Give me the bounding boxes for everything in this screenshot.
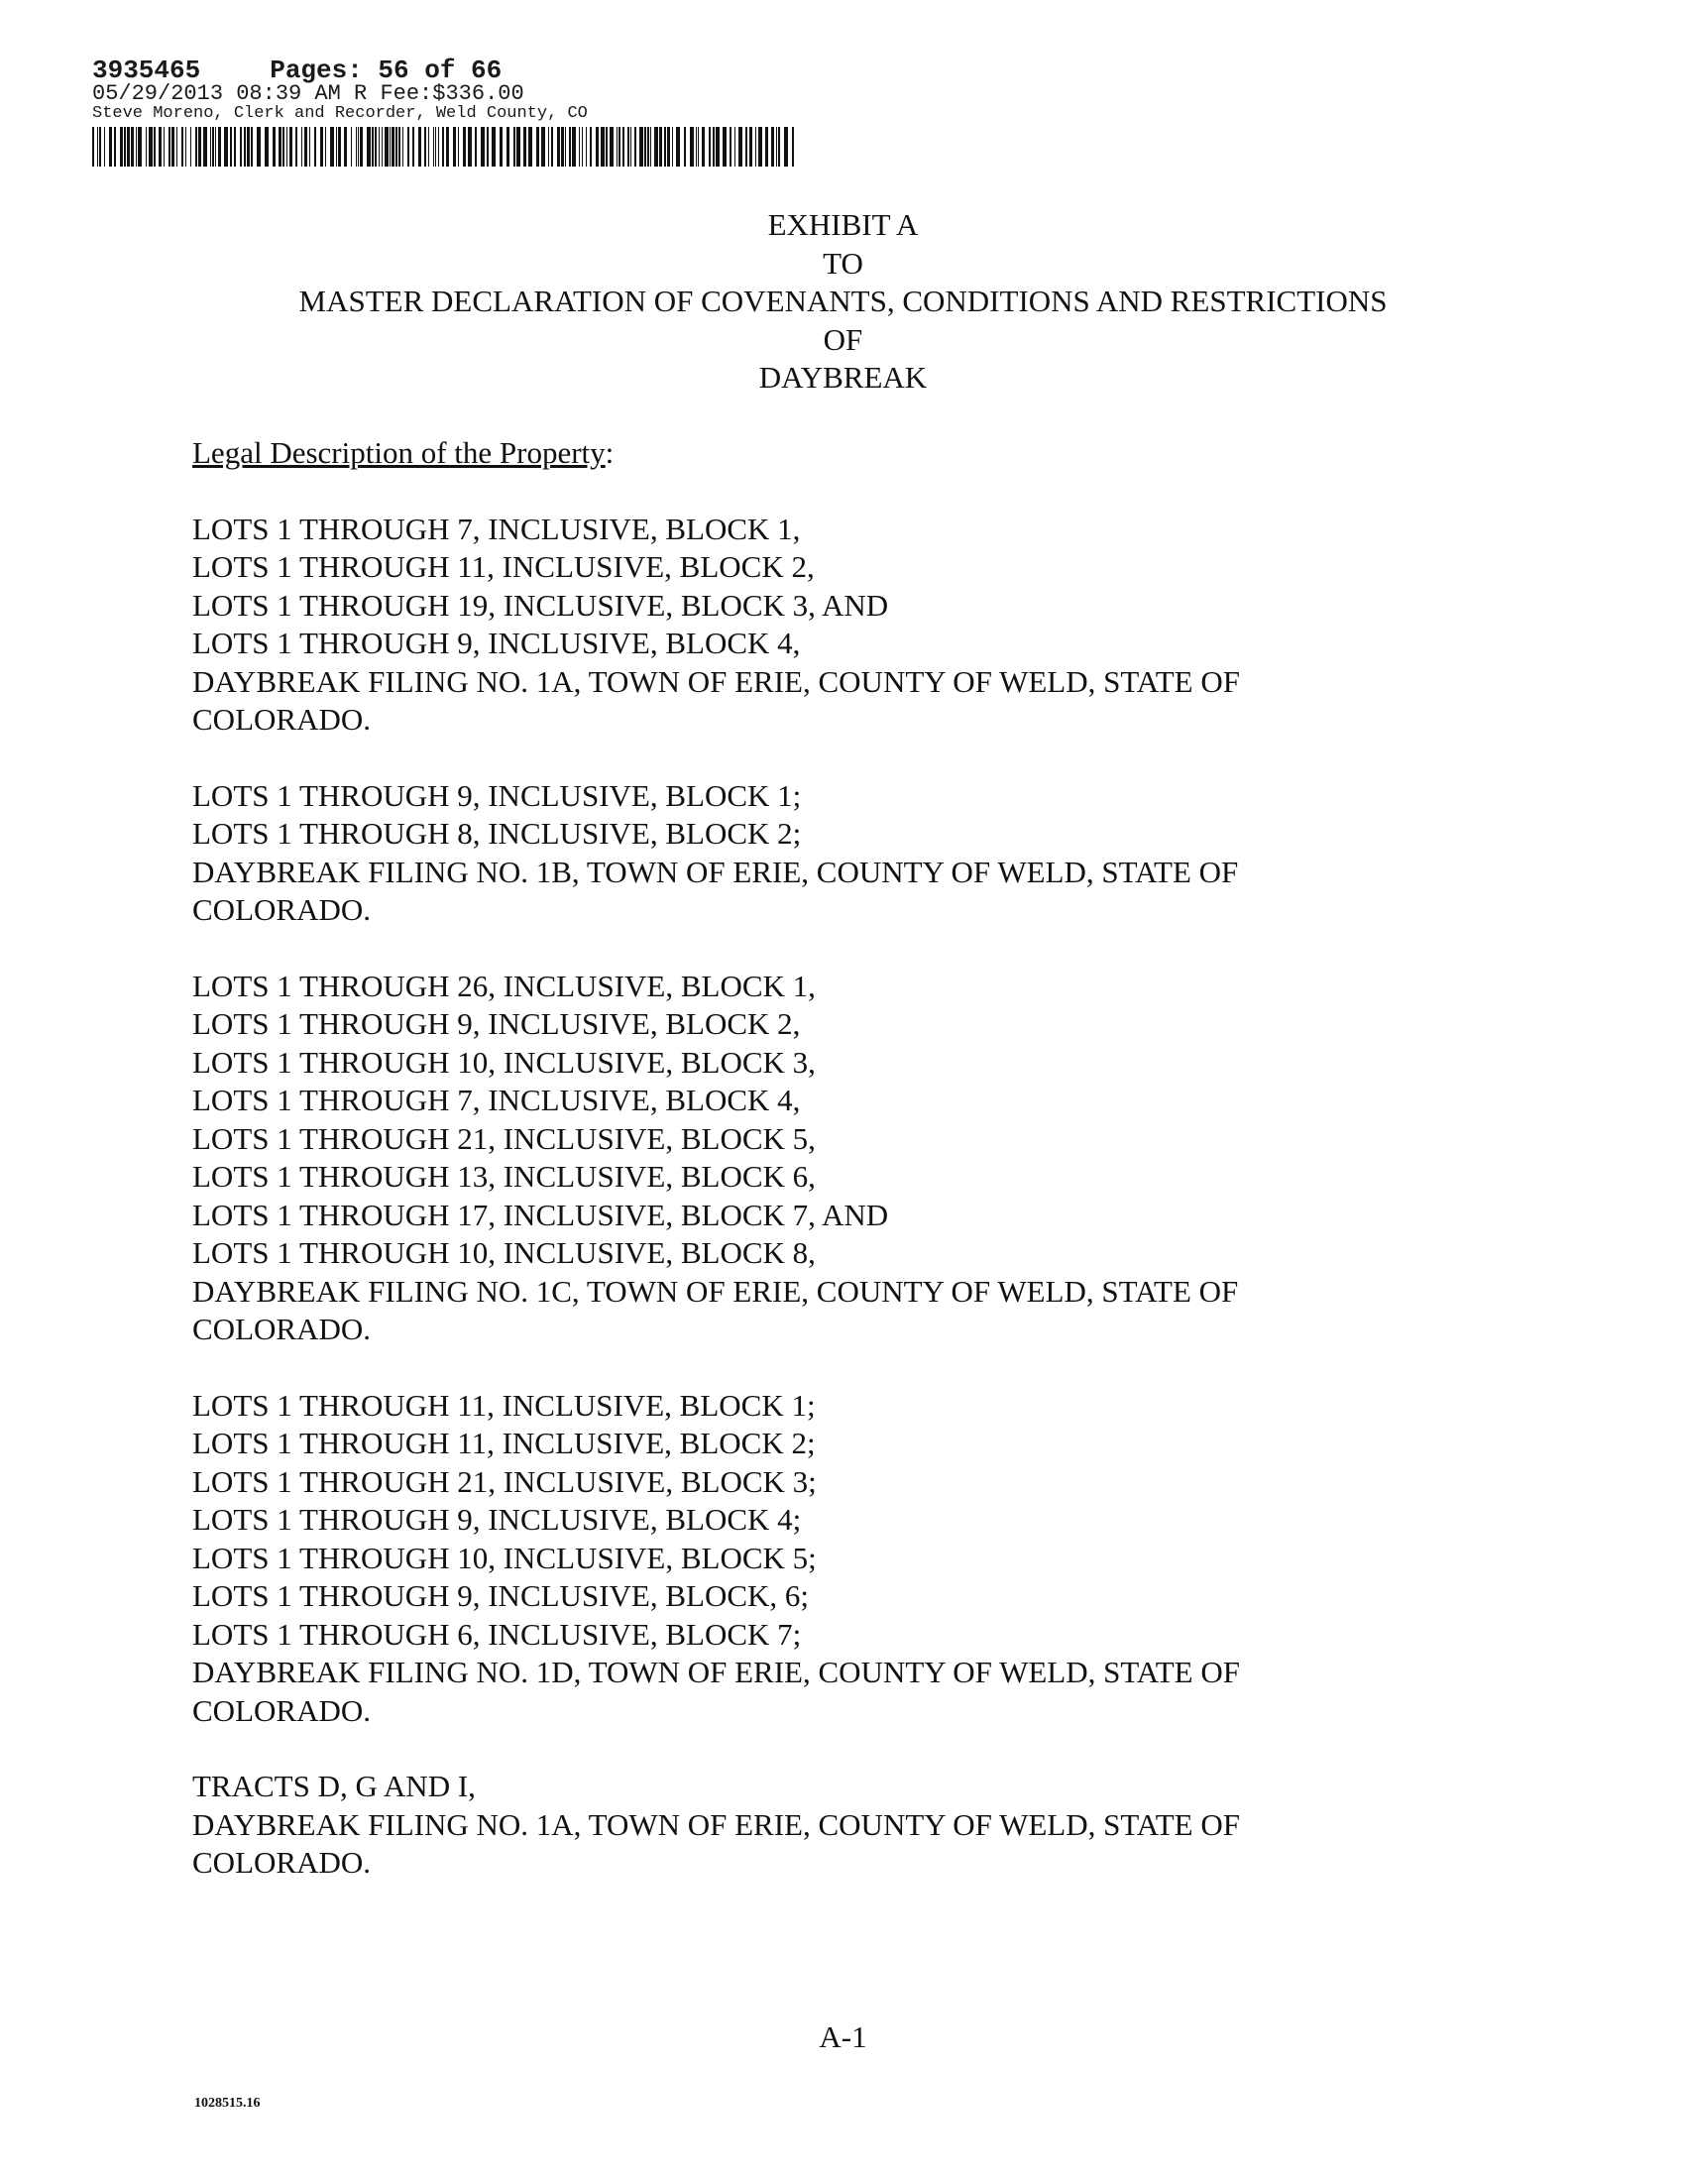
barcode-bar: [265, 127, 269, 167]
recorder-name: Steve Moreno, Clerk and Recorder, Weld County, CO: [92, 104, 588, 123]
legal-line: LOTS 1 THROUGH 7, INCLUSIVE, BLOCK 1,: [192, 511, 801, 546]
barcode-bar: [295, 127, 297, 167]
barcode-bar: [212, 127, 214, 167]
legal-line: TRACTS D, G AND I,: [192, 1769, 476, 1803]
legal-line: LOTS 1 THROUGH 21, INCLUSIVE, BLOCK 3;: [192, 1463, 817, 1499]
barcode-bar: [630, 127, 631, 167]
barcode-bar: [289, 127, 292, 167]
barcode-bar: [565, 127, 566, 167]
barcode-bar: [650, 127, 651, 167]
barcode-bar: [104, 127, 105, 167]
legal-line: LOTS 1 THROUGH 11, INCLUSIVE, BLOCK 1;: [192, 1387, 816, 1423]
barcode-bar: [569, 127, 571, 167]
barcode-bar: [778, 127, 780, 167]
barcode-bar: [506, 127, 509, 167]
barcode-bar: [398, 127, 400, 167]
legal-line: LOTS 1 THROUGH 8, INCLUSIVE, BLOCK 2;: [192, 816, 802, 851]
barcode-bar: [606, 127, 608, 167]
barcode-bar: [475, 127, 477, 167]
barcode-bar: [320, 127, 323, 167]
barcode-bar: [734, 127, 735, 167]
community-name: DAYBREAK: [758, 360, 928, 395]
barcode-bar: [97, 127, 98, 167]
legal-line: LOTS 1 THROUGH 9, INCLUSIVE, BLOCK 4,: [192, 626, 801, 660]
legal-line: COLORADO.: [192, 892, 371, 927]
legal-line: COLORADO.: [192, 1692, 371, 1728]
barcode-bar: [131, 127, 134, 167]
legal-paragraph: [192, 1387, 1441, 1731]
legal-paragraph: [192, 511, 1441, 740]
barcode-bar: [159, 127, 162, 167]
barcode-bar: [758, 127, 762, 167]
legal-line: LOTS 1 THROUGH 9, INCLUSIVE, BLOCK 1;: [192, 777, 802, 813]
legal-line: DAYBREAK FILING NO. 1B, TOWN OF ERIE, COUNTY OF WELD, STATE OF: [192, 854, 1239, 889]
exhibit-title: [0, 206, 1686, 398]
barcode-bar: [309, 127, 310, 167]
barcode-bar: [124, 127, 126, 167]
legal-line: LOTS 1 THROUGH 7, INCLUSIVE, BLOCK 4,: [192, 1083, 801, 1117]
barcode-bar: [516, 127, 520, 167]
barcode-bar: [360, 127, 363, 167]
barcode-bar: [433, 127, 434, 167]
barcode-bar: [234, 127, 236, 167]
legal-line: LOTS 1 THROUGH 9, INCLUSIVE, BLOCK 4;: [192, 1502, 802, 1537]
barcode-bar: [776, 127, 777, 167]
barcode-bar: [561, 127, 564, 167]
legal-line: COLORADO.: [192, 702, 371, 737]
barcode-bar: [765, 127, 768, 167]
barcode-bar: [176, 127, 177, 167]
barcode-bar: [676, 127, 680, 167]
legal-line: LOTS 1 THROUGH 9, INCLUSIVE, BLOCK 2,: [192, 1006, 801, 1041]
barcode-bar: [203, 127, 207, 167]
barcode-bar: [579, 127, 580, 167]
barcode-bar: [639, 127, 643, 167]
document-id: 1028515.16: [194, 2096, 261, 2111]
legal-line: LOTS 1 THROUGH 13, INCLUSIVE, BLOCK 6,: [192, 1159, 816, 1194]
barcode-bar: [551, 127, 553, 167]
barcode-bar: [596, 127, 599, 167]
barcode-bar: [617, 127, 618, 167]
barcode-bar: [185, 127, 186, 167]
legal-line: LOTS 1 THROUGH 10, INCLUSIVE, BLOCK 8,: [192, 1235, 816, 1270]
barcode-bar: [244, 127, 246, 167]
barcode-bar: [492, 127, 496, 167]
barcode-bar: [672, 127, 673, 167]
barcode-bar: [240, 127, 242, 167]
barcode-bar: [230, 127, 232, 167]
barcode-bar: [442, 127, 444, 167]
barcode-bar: [723, 127, 727, 167]
barcode-bar: [458, 127, 459, 167]
barcode-bar: [356, 127, 357, 167]
barcode-bar: [572, 127, 576, 167]
barcode-bar: [279, 127, 281, 167]
barcode-bar: [438, 127, 439, 167]
barcode-bar: [698, 127, 699, 167]
barcode-bar: [634, 127, 636, 167]
barcode-bar: [463, 127, 466, 167]
barcode-bar: [171, 127, 174, 167]
barcode-bar: [372, 127, 374, 167]
barcode-bar: [792, 127, 794, 167]
barcode-bar: [453, 127, 456, 167]
barcode-bar: [601, 127, 605, 167]
page-count: Pages: 56 of 66: [270, 56, 503, 85]
barcode-bar: [402, 127, 403, 167]
barcode-bar: [338, 127, 341, 167]
barcode-bar: [500, 127, 503, 167]
barcode-bar: [367, 127, 371, 167]
barcode-bar: [667, 127, 670, 167]
barcode-bar: [536, 127, 539, 167]
barcode-bar: [418, 127, 421, 167]
barcode-bar: [582, 127, 583, 167]
legal-line: LOTS 1 THROUGH 10, INCLUSIVE, BLOCK 3,: [192, 1044, 816, 1080]
barcode-bar: [215, 127, 216, 167]
legal-line: LOTS 1 THROUGH 19, INCLUSIVE, BLOCK 3, AND: [192, 587, 889, 623]
legal-paragraph: [192, 777, 1441, 930]
barcode-bar: [282, 127, 284, 167]
legal-line: LOTS 1 THROUGH 11, INCLUSIVE, BLOCK 2;: [192, 1426, 816, 1460]
barcode-bar: [375, 127, 377, 167]
barcode-bar: [424, 127, 426, 167]
barcode-bar: [395, 127, 397, 167]
legal-heading: Legal Description of the Property: [192, 435, 606, 470]
barcode-bar: [523, 127, 526, 167]
barcode-bar: [755, 127, 756, 167]
barcode-bar: [690, 127, 694, 167]
barcode-bar: [138, 127, 142, 167]
legal-heading-colon: :: [605, 435, 615, 470]
barcode-bar: [730, 127, 731, 167]
barcode-bar: [390, 127, 391, 167]
barcode-bar: [181, 127, 183, 167]
legal-line: LOTS 1 THROUGH 21, INCLUSIVE, BLOCK 5,: [192, 1120, 816, 1156]
stamp-header-line: [92, 57, 806, 83]
barcode-bar: [702, 127, 705, 167]
reception-number: 3935465: [92, 56, 201, 85]
barcode-bar: [169, 127, 170, 167]
barcode-bar: [487, 127, 489, 167]
barcode-bar: [627, 127, 629, 167]
barcode-bar: [407, 127, 409, 167]
barcode-bar: [749, 127, 752, 167]
legal-line: LOTS 1 THROUGH 11, INCLUSIVE, BLOCK 2,: [192, 549, 815, 584]
barcode-bar: [114, 127, 116, 167]
legal-paragraphs: [192, 511, 1441, 1883]
barcode-bar: [336, 127, 337, 167]
barcode-bar: [738, 127, 742, 167]
legal-line: LOTS 1 THROUGH 9, INCLUSIVE, BLOCK, 6;: [192, 1578, 810, 1613]
barcode-bar: [127, 127, 130, 167]
barcode-bar: [218, 127, 221, 167]
barcode-bar: [164, 127, 165, 167]
barcode-bar: [385, 127, 389, 167]
barcode-bar: [435, 127, 436, 167]
barcode-bar: [557, 127, 560, 167]
barcode-bar: [622, 127, 624, 167]
barcode-bar: [190, 127, 191, 167]
barcode-bar: [351, 127, 352, 167]
barcode-bar: [548, 127, 549, 167]
legal-line: LOTS 1 THROUGH 26, INCLUSIVE, BLOCK 1,: [192, 968, 816, 1003]
barcode-bar: [696, 127, 697, 167]
recording-datetime-fee: 05/29/2013 08:39 AM R Fee:$336.00: [92, 81, 524, 106]
legal-line: LOTS 1 THROUGH 6, INCLUSIVE, BLOCK 7;: [192, 1616, 802, 1652]
barcode-bar: [198, 127, 201, 167]
barcode-bar: [528, 127, 532, 167]
barcode-bar: [286, 127, 287, 167]
barcode-bar: [109, 127, 112, 167]
legal-heading-row: [192, 434, 1441, 473]
legal-paragraph: [192, 1768, 1441, 1883]
legal-line: DAYBREAK FILING NO. 1A, TOWN OF ERIE, COUNTY OF WELD, STATE OF: [192, 663, 1240, 699]
barcode-bar: [610, 127, 614, 167]
barcode-bar: [358, 127, 359, 167]
legal-description: [192, 434, 1441, 1920]
barcode-bar: [713, 127, 715, 167]
exhibit-label: EXHIBIT A: [767, 207, 919, 242]
barcode-bar: [195, 127, 197, 167]
legal-line: LOTS 1 THROUGH 17, INCLUSIVE, BLOCK 7, AND: [192, 1197, 889, 1232]
barcode-bar: [745, 127, 747, 167]
barcode-bar: [468, 127, 472, 167]
barcode-bar: [149, 127, 153, 167]
barcode-bar: [644, 127, 646, 167]
legal-line: COLORADO.: [192, 1312, 371, 1346]
declaration-title: MASTER DECLARATION OF COVENANTS, CONDITIONS AND RESTRICTIONS: [298, 284, 1388, 318]
legal-line: DAYBREAK FILING NO. 1A, TOWN OF ERIE, COUNTY OF WELD, STATE OF: [192, 1806, 1240, 1842]
barcode-bar: [210, 127, 211, 167]
barcode-bar: [771, 127, 774, 167]
recording-stamp: [92, 57, 806, 167]
barcode-bar: [257, 127, 261, 167]
barcode-bar: [654, 127, 658, 167]
legal-line: LOTS 1 THROUGH 10, INCLUSIVE, BLOCK 5;: [192, 1540, 817, 1575]
legal-paragraph: [192, 968, 1441, 1349]
barcode-bar: [382, 127, 383, 167]
barcode-bar: [146, 127, 147, 167]
barcode-bar: [92, 127, 94, 167]
barcode-bar: [784, 127, 788, 167]
barcode-bar: [344, 127, 347, 167]
barcode-image: [92, 127, 794, 167]
barcode-bar: [120, 127, 123, 167]
barcode-bar: [659, 127, 662, 167]
exhibit-of: OF: [823, 321, 863, 357]
barcode-bar: [590, 127, 592, 167]
barcode-bar: [273, 127, 276, 167]
barcode-bar: [664, 127, 666, 167]
barcode-bar: [224, 127, 228, 167]
barcode-bar: [716, 127, 720, 167]
barcode-bar: [446, 127, 449, 167]
barcode-bar: [586, 127, 587, 167]
barcode-bar: [301, 127, 302, 167]
barcode-bar: [412, 127, 414, 167]
barcode-bar: [541, 127, 545, 167]
barcode-bar: [136, 127, 137, 167]
page-number: A-1: [819, 2019, 867, 2054]
barcode-bar: [330, 127, 334, 167]
barcode-bar: [481, 127, 485, 167]
barcode-bar: [392, 127, 394, 167]
barcode-bar: [99, 127, 101, 167]
barcode-bar: [304, 127, 307, 167]
barcode-bar: [618, 127, 620, 167]
barcode-bar: [314, 127, 316, 167]
barcode-bar: [247, 127, 250, 167]
exhibit-to: TO: [823, 245, 863, 281]
legal-line: DAYBREAK FILING NO. 1D, TOWN OF ERIE, COUNTY OF WELD, STATE OF: [192, 1655, 1240, 1689]
barcode-bar: [684, 127, 686, 167]
barcode-bar: [428, 127, 429, 167]
barcode-bar: [513, 127, 515, 167]
barcode-bar: [647, 127, 649, 167]
barcode-bar: [251, 127, 253, 167]
barcode-bar: [154, 127, 156, 167]
legal-line: DAYBREAK FILING NO. 1C, TOWN OF ERIE, COUNTY OF WELD, STATE OF: [192, 1273, 1239, 1309]
legal-line: COLORADO.: [192, 1845, 371, 1880]
barcode-bar: [379, 127, 380, 167]
barcode-bar: [325, 127, 326, 167]
barcode-bar: [709, 127, 711, 167]
